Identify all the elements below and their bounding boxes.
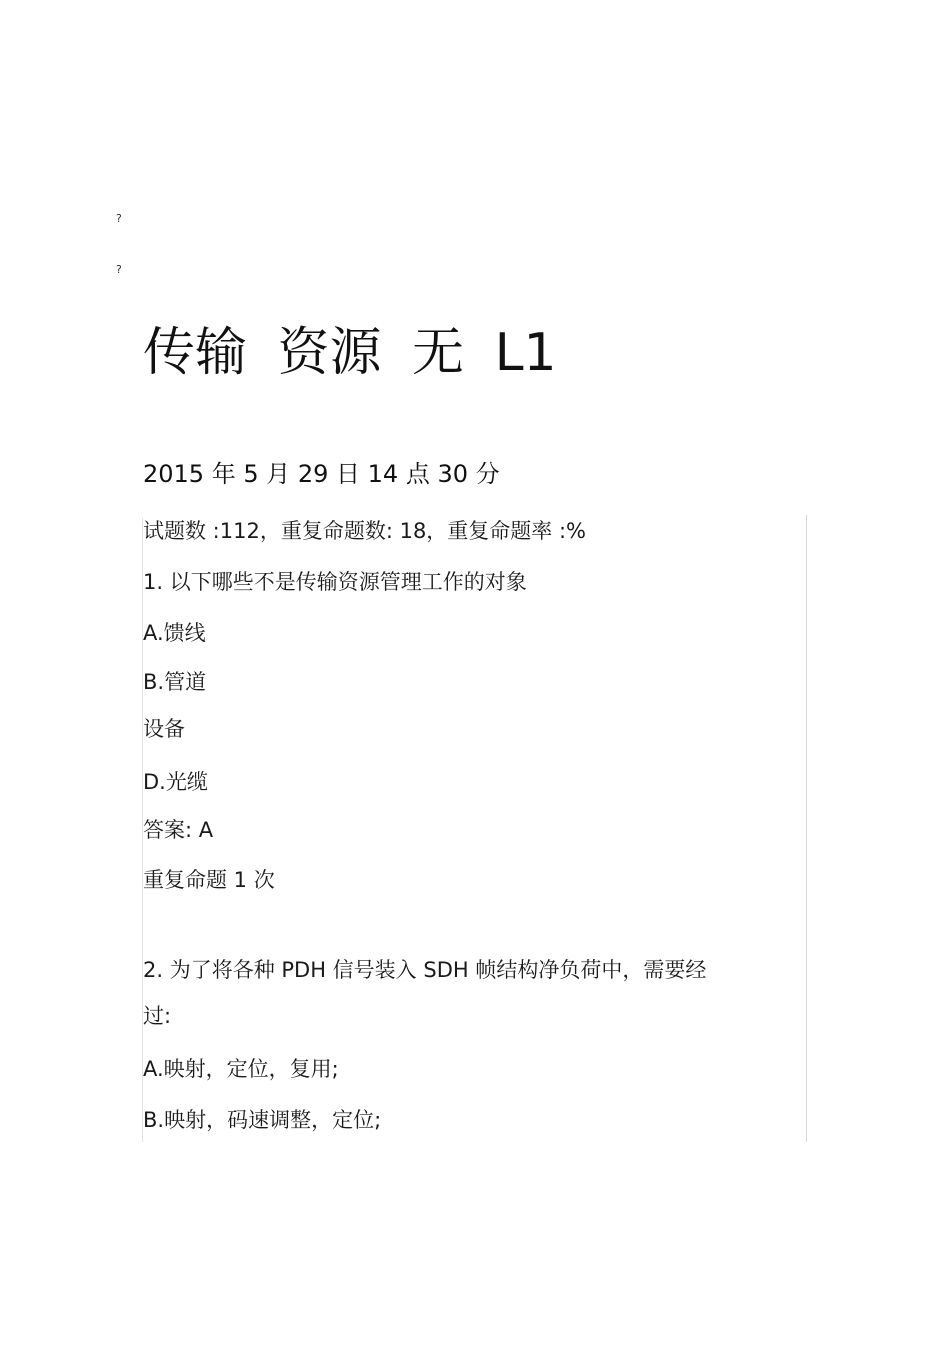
right-margin-rule xyxy=(806,515,807,1142)
exam-stats: 试题数 :112，重复命题数: 18，重复命题率 :% xyxy=(143,519,587,543)
question-2-stem-line2: 过: xyxy=(143,1004,172,1028)
question-mark-1: ? xyxy=(116,212,122,225)
exam-datetime: 2015 年 5 月 29 日 14 点 30 分 xyxy=(143,460,500,488)
question-1-stem: 1. 以下哪些不是传输资源管理工作的对象 xyxy=(143,570,527,594)
document-title: 传输 资源 无 L1 xyxy=(143,323,557,383)
question-1-option-d: D.光缆 xyxy=(143,770,208,794)
question-1-option-a: A.馈线 xyxy=(143,621,206,645)
question-1-option-b: B.管道 xyxy=(143,670,207,694)
question-2-stem-line1: 2. 为了将各种 PDH 信号装入 SDH 帧结构净负荷中，需要经 xyxy=(143,958,707,982)
question-mark-2: ? xyxy=(116,263,122,276)
question-1-repeat-count: 重复命题 1 次 xyxy=(143,868,275,892)
question-2-option-a: A.映射，定位，复用; xyxy=(143,1057,339,1081)
question-1-answer: 答案: A xyxy=(143,818,214,842)
question-1-option-c: 设备 xyxy=(143,717,185,741)
question-2-option-b: B.映射，码速调整，定位; xyxy=(143,1108,382,1132)
